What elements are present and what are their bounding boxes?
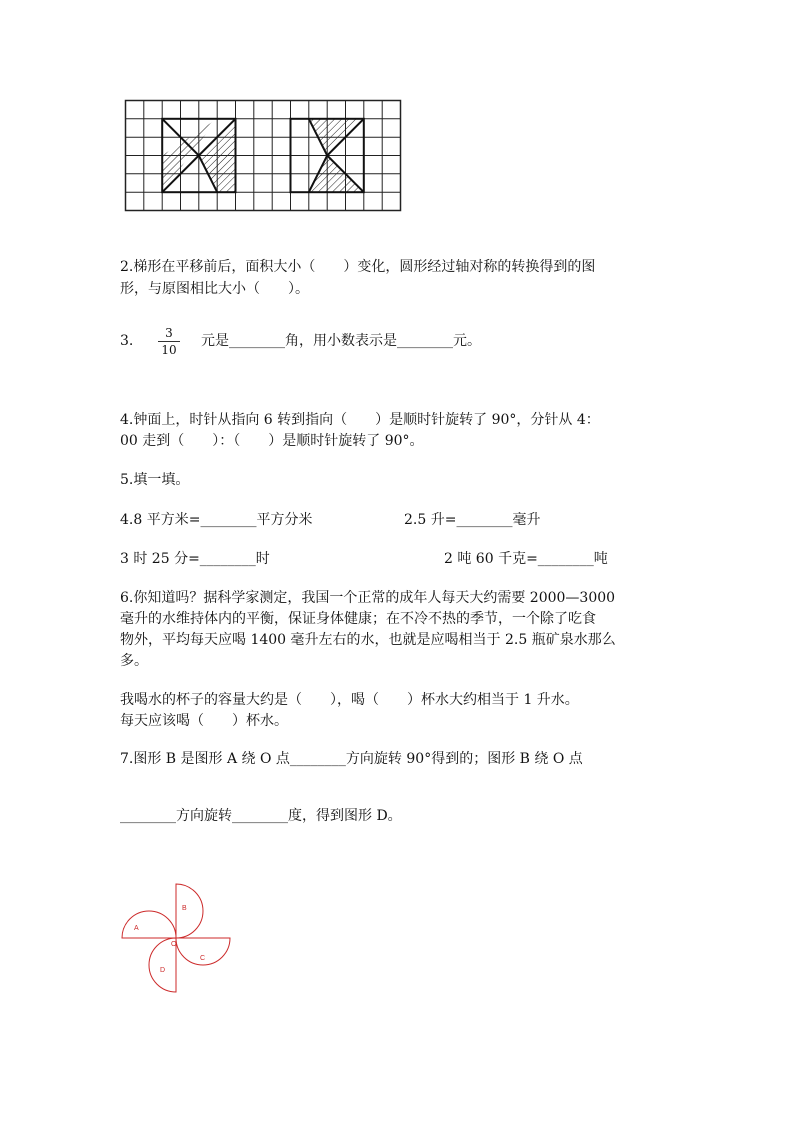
q5-item-1: 4.8 平方米=________平方分米 bbox=[120, 512, 313, 528]
q6-line-5: 我喝水的杯子的容量大约是（ ），喝（ ）杯水大约相当于 1 升水。 bbox=[120, 692, 579, 708]
q6-line-4: 多。 bbox=[120, 653, 148, 669]
label-B: B bbox=[182, 905, 187, 912]
label-A: A bbox=[134, 925, 139, 932]
q6-line-1: 6.你知道吗？据科学家测定，我国一个正常的成年人每天大约需要 2000—3000 bbox=[120, 590, 616, 606]
q2-line-2: 形，与原图相比大小（ ）。 bbox=[120, 281, 309, 297]
q3-fraction bbox=[158, 326, 180, 357]
q5-item-4: 2 吨 60 千克=________吨 bbox=[444, 551, 608, 567]
fraction-bar bbox=[158, 341, 180, 342]
q6-line-3: 物外，平均每天应喝 1400 毫升左右的水，也就是应喝相当于 2.5 瓶矿泉水那么 bbox=[120, 632, 616, 648]
semicircle-A bbox=[122, 911, 176, 938]
q1-grid-figure bbox=[122, 98, 404, 214]
label-C: C bbox=[200, 955, 206, 962]
q4-line-2: 00 走到（ ）：（ ）是顺时针旋转了 90°。 bbox=[120, 433, 424, 449]
q6-line-2: 毫升的水维持体内的平衡，保证身体健康；在不冷不热的季节，一个除了吃食 bbox=[120, 611, 596, 627]
q7-line-2: ________方向旋转________度，得到图形 D。 bbox=[120, 808, 402, 824]
fraction-denominator: 10 bbox=[161, 343, 177, 357]
q4-line-1: 4.钟面上，时针从指向 6 转到指向（ ）是顺时针旋转了 90°，分针从 4： bbox=[120, 412, 600, 428]
q5-title: 5.填一填。 bbox=[120, 472, 190, 488]
semicircle-B bbox=[176, 884, 203, 938]
q6-line-6: 每天应该喝（ ）杯水。 bbox=[120, 713, 288, 729]
q3-text: 元是________角，用小数表示是________元。 bbox=[201, 333, 481, 349]
q3-number: 3. bbox=[120, 333, 134, 349]
q7-rotation-figure bbox=[120, 880, 236, 996]
q7-line-1: 7.图形 B 是图形 A 绕 O 点________方向旋转 90°得到的；图形 B 绕 O 点 bbox=[120, 751, 583, 767]
q5-item-2: 2.5 升=________毫升 bbox=[404, 512, 541, 528]
q5-item-3: 3 时 25 分=________时 bbox=[120, 551, 270, 567]
label-D: D bbox=[160, 967, 166, 974]
label-O: O bbox=[171, 941, 177, 948]
q2-line-1: 2.梯形在平移前后，面积大小（ ）变化，圆形经过轴对称的转换得到的图 bbox=[120, 259, 596, 275]
fraction-numerator: 3 bbox=[165, 326, 173, 340]
